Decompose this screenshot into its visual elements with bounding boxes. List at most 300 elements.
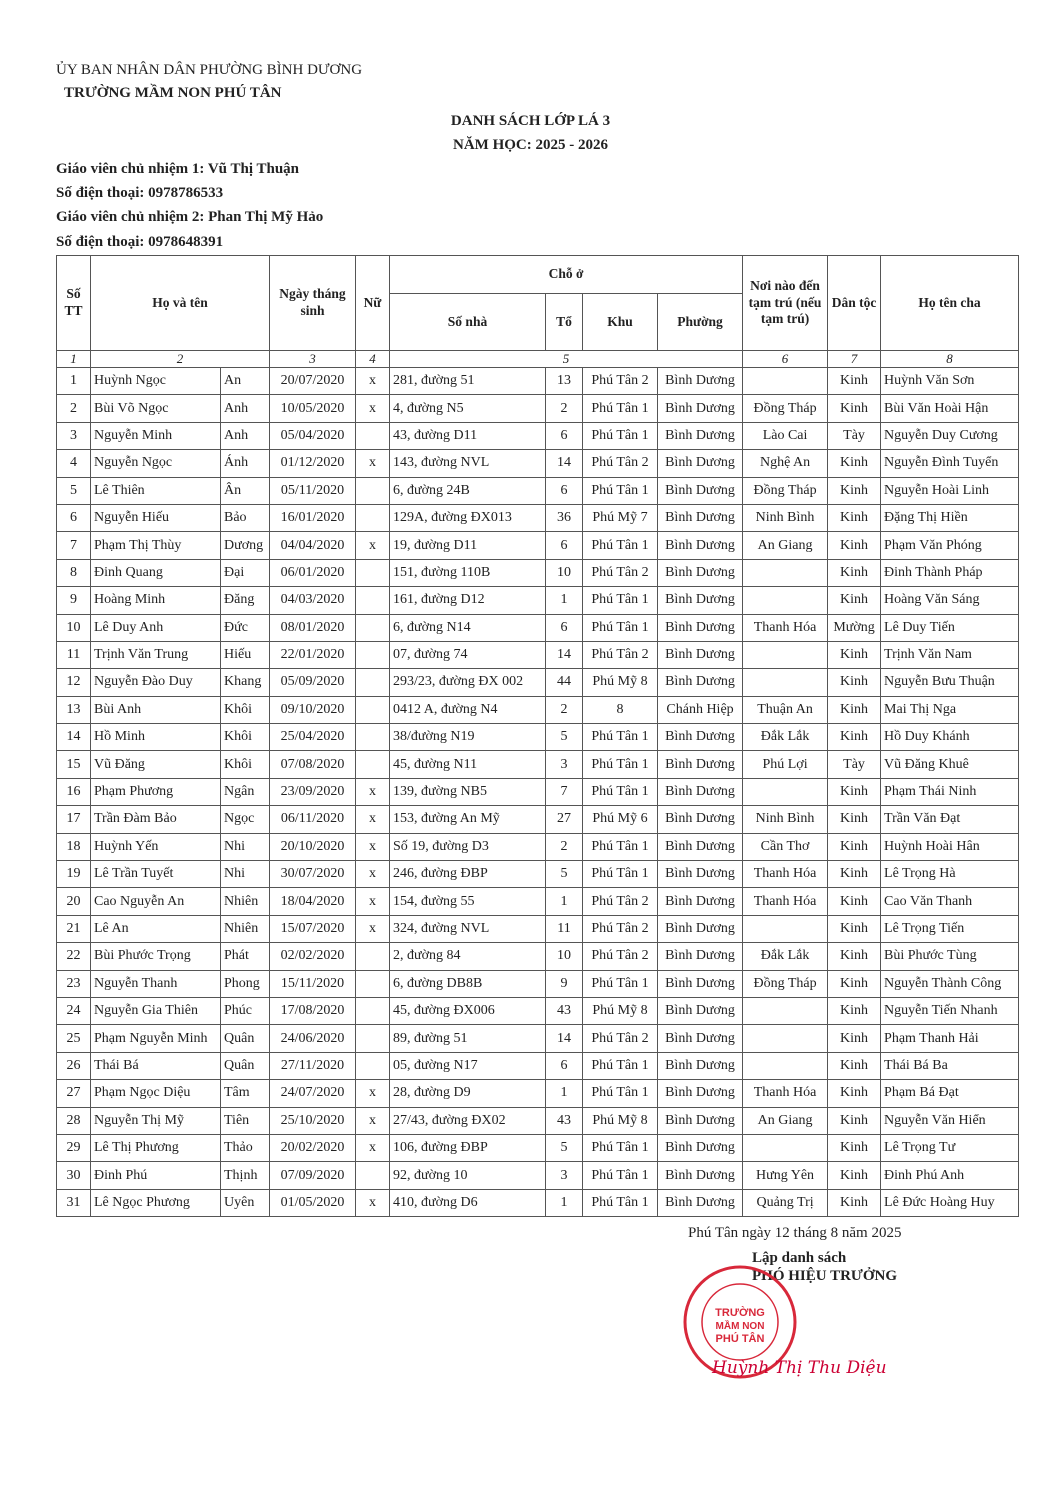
header-residence: Chỗ ở xyxy=(390,256,743,294)
cell-last-name: Huỳnh Ngọc xyxy=(91,368,221,395)
cell-stt: 25 xyxy=(57,1025,91,1052)
class-roster-table xyxy=(56,255,1019,1217)
cell-origin xyxy=(743,997,828,1024)
cell-first-name: Phúc xyxy=(221,997,270,1024)
table-row xyxy=(57,1107,1019,1134)
cell-female xyxy=(356,1052,390,1079)
cell-first-name: Khôi xyxy=(221,724,270,751)
cell-house: 45, đường ĐX006 xyxy=(390,997,546,1024)
cell-house: 281, đường 51 xyxy=(390,368,546,395)
cell-dob: 02/02/2020 xyxy=(270,943,356,970)
cell-house: 143, đường NVL xyxy=(390,450,546,477)
cell-house: 2, đường 84 xyxy=(390,943,546,970)
cell-dob: 20/07/2020 xyxy=(270,368,356,395)
cell-first-name: Nhiên xyxy=(221,888,270,915)
cell-female xyxy=(356,614,390,641)
cell-origin xyxy=(743,669,828,696)
cell-ethnicity: Kinh xyxy=(828,997,881,1024)
cell-ward: Bình Dương xyxy=(658,1134,743,1161)
cell-ethnicity: Kinh xyxy=(828,504,881,531)
cell-stt: 27 xyxy=(57,1080,91,1107)
cell-house: 139, đường NB5 xyxy=(390,778,546,805)
cell-father: Huỳnh Văn Sơn xyxy=(881,368,1019,395)
cell-area: Phú Mỹ 8 xyxy=(583,997,658,1024)
cell-ethnicity: Kinh xyxy=(828,559,881,586)
cell-origin: Thanh Hóa xyxy=(743,614,828,641)
cell-area: Phú Mỹ 8 xyxy=(583,1107,658,1134)
cell-dob: 15/11/2020 xyxy=(270,970,356,997)
cell-group: 1 xyxy=(546,1080,583,1107)
cell-area: Phú Tân 1 xyxy=(583,833,658,860)
cell-origin xyxy=(743,368,828,395)
column-index: 7 xyxy=(828,351,881,368)
cell-house: 89, đường 51 xyxy=(390,1025,546,1052)
cell-area: Phú Tân 1 xyxy=(583,1162,658,1189)
cell-father: Lê Trọng Tiến xyxy=(881,915,1019,942)
cell-stt: 20 xyxy=(57,888,91,915)
cell-origin: Thanh Hóa xyxy=(743,888,828,915)
cell-female xyxy=(356,1162,390,1189)
cell-origin: Nghệ An xyxy=(743,450,828,477)
cell-stt: 28 xyxy=(57,1107,91,1134)
table-row xyxy=(57,422,1019,449)
table-row xyxy=(57,587,1019,614)
table-row xyxy=(57,943,1019,970)
cell-ethnicity: Kinh xyxy=(828,943,881,970)
cell-father: Cao Văn Thanh xyxy=(881,888,1019,915)
cell-dob: 25/04/2020 xyxy=(270,724,356,751)
cell-house: 19, đường D11 xyxy=(390,532,546,559)
cell-father: Nguyễn Văn Hiển xyxy=(881,1107,1019,1134)
cell-area: Phú Mỹ 8 xyxy=(583,669,658,696)
cell-father: Hoàng Văn Sáng xyxy=(881,587,1019,614)
cell-female: x xyxy=(356,1134,390,1161)
cell-house: 410, đường D6 xyxy=(390,1189,546,1216)
cell-stt: 8 xyxy=(57,559,91,586)
cell-stt: 24 xyxy=(57,997,91,1024)
cell-father: Lê Trọng Tư xyxy=(881,1134,1019,1161)
cell-house: 324, đường NVL xyxy=(390,915,546,942)
cell-stt: 3 xyxy=(57,422,91,449)
cell-first-name: Uyên xyxy=(221,1189,270,1216)
cell-last-name: Trịnh Văn Trung xyxy=(91,641,221,668)
cell-stt: 22 xyxy=(57,943,91,970)
cell-group: 6 xyxy=(546,1052,583,1079)
cell-ward: Bình Dương xyxy=(658,751,743,778)
column-index: 3 xyxy=(270,351,356,368)
header-name: Họ và tên xyxy=(91,256,270,351)
cell-female xyxy=(356,696,390,723)
header-female: Nữ xyxy=(356,256,390,351)
cell-area: Phú Tân 1 xyxy=(583,724,658,751)
cell-first-name: Dương xyxy=(221,532,270,559)
cell-dob: 04/04/2020 xyxy=(270,532,356,559)
cell-dob: 06/11/2020 xyxy=(270,806,356,833)
cell-origin xyxy=(743,559,828,586)
cell-area: 8 xyxy=(583,696,658,723)
stamp-text-1: TRƯỜNG xyxy=(715,1307,765,1319)
cell-father: Lê Trọng Hà xyxy=(881,861,1019,888)
cell-origin: Quảng Trị xyxy=(743,1189,828,1216)
cell-group: 3 xyxy=(546,751,583,778)
cell-father: Hồ Duy Khánh xyxy=(881,724,1019,751)
cell-ethnicity: Kinh xyxy=(828,1134,881,1161)
cell-origin: Đồng Tháp xyxy=(743,395,828,422)
cell-dob: 27/11/2020 xyxy=(270,1052,356,1079)
cell-female xyxy=(356,997,390,1024)
cell-last-name: Bùi Phước Trọng xyxy=(91,943,221,970)
cell-house: 43, đường D11 xyxy=(390,422,546,449)
cell-father: Bùi Văn Hoài Hận xyxy=(881,395,1019,422)
column-index: 6 xyxy=(743,351,828,368)
cell-group: 7 xyxy=(546,778,583,805)
cell-group: 3 xyxy=(546,1162,583,1189)
cell-female: x xyxy=(356,1107,390,1134)
cell-dob: 17/08/2020 xyxy=(270,997,356,1024)
document-title: DANH SÁCH LỚP LÁ 3 xyxy=(450,113,611,129)
cell-area: Phú Tân 1 xyxy=(583,861,658,888)
cell-last-name: Bùi Anh xyxy=(91,696,221,723)
cell-father: Huỳnh Hoài Hân xyxy=(881,833,1019,860)
cell-first-name: Tiên xyxy=(221,1107,270,1134)
cell-last-name: Nguyễn Thanh xyxy=(91,970,221,997)
header-ethnicity: Dân tộc xyxy=(828,256,881,351)
cell-ethnicity: Kinh xyxy=(828,669,881,696)
signer-name: Huỳnh Thị Thu Diệu xyxy=(712,1358,887,1378)
cell-father: Vũ Đăng Khuê xyxy=(881,751,1019,778)
cell-last-name: Lê Ngọc Phương xyxy=(91,1189,221,1216)
cell-ward: Bình Dương xyxy=(658,1162,743,1189)
cell-father: Nguyễn Bưu Thuận xyxy=(881,669,1019,696)
cell-ethnicity: Kinh xyxy=(828,724,881,751)
cell-ward: Bình Dương xyxy=(658,915,743,942)
header-dob: Ngày tháng sinh xyxy=(270,256,356,351)
cell-ward: Bình Dương xyxy=(658,888,743,915)
cell-stt: 14 xyxy=(57,724,91,751)
cell-group: 13 xyxy=(546,368,583,395)
cell-first-name: Phong xyxy=(221,970,270,997)
cell-father: Lê Đức Hoàng Huy xyxy=(881,1189,1019,1216)
cell-female xyxy=(356,559,390,586)
table-row xyxy=(57,888,1019,915)
cell-house: 293/23, đường ĐX 002 xyxy=(390,669,546,696)
cell-stt: 19 xyxy=(57,861,91,888)
cell-group: 11 xyxy=(546,915,583,942)
cell-house: 6, đường 24B xyxy=(390,477,546,504)
cell-last-name: Hồ Minh xyxy=(91,724,221,751)
cell-female: x xyxy=(356,532,390,559)
cell-father: Thái Bá Ba xyxy=(881,1052,1019,1079)
cell-area: Phú Tân 1 xyxy=(583,614,658,641)
cell-first-name: Nhiên xyxy=(221,915,270,942)
cell-group: 2 xyxy=(546,696,583,723)
cell-group: 6 xyxy=(546,477,583,504)
table-row xyxy=(57,970,1019,997)
cell-first-name: Khôi xyxy=(221,751,270,778)
cell-first-name: Thảo xyxy=(221,1134,270,1161)
column-index: 2 xyxy=(91,351,270,368)
cell-ethnicity: Kinh xyxy=(828,915,881,942)
cell-ethnicity: Kinh xyxy=(828,1107,881,1134)
cell-first-name: Ân xyxy=(221,477,270,504)
cell-ward: Bình Dương xyxy=(658,532,743,559)
cell-area: Phú Tân 2 xyxy=(583,888,658,915)
cell-origin: An Giang xyxy=(743,1107,828,1134)
cell-dob: 01/12/2020 xyxy=(270,450,356,477)
cell-stt: 7 xyxy=(57,532,91,559)
cell-last-name: Cao Nguyễn An xyxy=(91,888,221,915)
table-row xyxy=(57,1162,1019,1189)
cell-father: Phạm Thanh Hải xyxy=(881,1025,1019,1052)
cell-ward: Bình Dương xyxy=(658,422,743,449)
cell-area: Phú Mỹ 6 xyxy=(583,806,658,833)
table-row xyxy=(57,997,1019,1024)
cell-last-name: Phạm Nguyễn Minh xyxy=(91,1025,221,1052)
cell-house: 05, đường N17 xyxy=(390,1052,546,1079)
cell-first-name: Phát xyxy=(221,943,270,970)
cell-ethnicity: Kinh xyxy=(828,696,881,723)
cell-stt: 4 xyxy=(57,450,91,477)
cell-stt: 23 xyxy=(57,970,91,997)
table-row xyxy=(57,532,1019,559)
table-row xyxy=(57,669,1019,696)
cell-last-name: Lê Thiên xyxy=(91,477,221,504)
cell-last-name: Phạm Thị Thùy xyxy=(91,532,221,559)
cell-first-name: An xyxy=(221,368,270,395)
cell-last-name: Đinh Quang xyxy=(91,559,221,586)
cell-house: 246, đường ĐBP xyxy=(390,861,546,888)
cell-last-name: Nguyễn Đào Duy xyxy=(91,669,221,696)
cell-ward: Bình Dương xyxy=(658,806,743,833)
column-index: 4 xyxy=(356,351,390,368)
cell-last-name: Bùi Võ Ngọc xyxy=(91,395,221,422)
cell-origin xyxy=(743,641,828,668)
cell-origin: Đắk Lắk xyxy=(743,943,828,970)
cell-stt: 15 xyxy=(57,751,91,778)
cell-area: Phú Tân 1 xyxy=(583,778,658,805)
cell-female xyxy=(356,422,390,449)
cell-house: 154, đường 55 xyxy=(390,888,546,915)
table-row xyxy=(57,1189,1019,1216)
cell-ethnicity: Kinh xyxy=(828,778,881,805)
cell-stt: 26 xyxy=(57,1052,91,1079)
cell-female xyxy=(356,724,390,751)
cell-area: Phú Tân 1 xyxy=(583,970,658,997)
cell-group: 44 xyxy=(546,669,583,696)
cell-father: Nguyễn Tiến Nhanh xyxy=(881,997,1019,1024)
cell-first-name: Đức xyxy=(221,614,270,641)
cell-origin: Hưng Yên xyxy=(743,1162,828,1189)
cell-house: 45, đường N11 xyxy=(390,751,546,778)
cell-stt: 17 xyxy=(57,806,91,833)
header-origin: Nơi nào đến tạm trú (nếu tạm trú) xyxy=(743,256,828,351)
cell-father: Nguyễn Thành Công xyxy=(881,970,1019,997)
cell-ethnicity: Kinh xyxy=(828,970,881,997)
cell-area: Phú Tân 2 xyxy=(583,559,658,586)
cell-dob: 15/07/2020 xyxy=(270,915,356,942)
cell-ethnicity: Tày xyxy=(828,751,881,778)
cell-area: Phú Tân 1 xyxy=(583,1052,658,1079)
cell-origin xyxy=(743,1134,828,1161)
stamp-text-3: PHÚ TÂN xyxy=(715,1333,765,1345)
cell-female: x xyxy=(356,806,390,833)
cell-house: 28, đường D9 xyxy=(390,1080,546,1107)
cell-area: Phú Tân 1 xyxy=(583,477,658,504)
table-row xyxy=(57,1080,1019,1107)
cell-ward: Bình Dương xyxy=(658,504,743,531)
cell-first-name: Thịnh xyxy=(221,1162,270,1189)
cell-group: 1 xyxy=(546,587,583,614)
cell-origin: Thanh Hóa xyxy=(743,861,828,888)
cell-ward: Bình Dương xyxy=(658,861,743,888)
cell-ethnicity: Kinh xyxy=(828,395,881,422)
cell-stt: 2 xyxy=(57,395,91,422)
table-row xyxy=(57,450,1019,477)
signer-role: PHÓ HIỆU TRƯỞNG xyxy=(752,1268,898,1284)
cell-last-name: Lê Duy Anh xyxy=(91,614,221,641)
cell-house: 0412 A, đường N4 xyxy=(390,696,546,723)
cell-father: Bùi Phước Tùng xyxy=(881,943,1019,970)
cell-first-name: Bảo xyxy=(221,504,270,531)
cell-house: 27/43, đường ĐX02 xyxy=(390,1107,546,1134)
cell-group: 6 xyxy=(546,422,583,449)
cell-group: 27 xyxy=(546,806,583,833)
cell-origin xyxy=(743,1025,828,1052)
cell-stt: 13 xyxy=(57,696,91,723)
cell-group: 6 xyxy=(546,532,583,559)
cell-dob: 20/02/2020 xyxy=(270,1134,356,1161)
cell-first-name: Anh xyxy=(221,422,270,449)
cell-ward: Bình Dương xyxy=(658,641,743,668)
cell-dob: 07/09/2020 xyxy=(270,1162,356,1189)
table-row xyxy=(57,477,1019,504)
cell-group: 5 xyxy=(546,861,583,888)
cell-female xyxy=(356,477,390,504)
cell-ward: Bình Dương xyxy=(658,1025,743,1052)
cell-ward: Bình Dương xyxy=(658,450,743,477)
cell-last-name: Phạm Phương xyxy=(91,778,221,805)
cell-ethnicity: Kinh xyxy=(828,532,881,559)
cell-dob: 24/07/2020 xyxy=(270,1080,356,1107)
teacher-2: Giáo viên chủ nhiệm 2: Phan Thị Mỹ Hảo xyxy=(56,209,324,225)
cell-dob: 06/01/2020 xyxy=(270,559,356,586)
cell-group: 14 xyxy=(546,641,583,668)
cell-dob: 10/05/2020 xyxy=(270,395,356,422)
cell-dob: 04/03/2020 xyxy=(270,587,356,614)
header-father: Họ tên cha xyxy=(881,256,1019,351)
signing-date: Phú Tân ngày 12 tháng 8 năm 2025 xyxy=(688,1225,902,1241)
teacher-1: Giáo viên chủ nhiệm 1: Vũ Thị Thuận xyxy=(56,161,300,177)
cell-female: x xyxy=(356,888,390,915)
cell-dob: 25/10/2020 xyxy=(270,1107,356,1134)
cell-stt: 12 xyxy=(57,669,91,696)
cell-area: Phú Tân 2 xyxy=(583,915,658,942)
cell-stt: 18 xyxy=(57,833,91,860)
cell-ethnicity: Kinh xyxy=(828,477,881,504)
cell-last-name: Hoàng Minh xyxy=(91,587,221,614)
cell-father: Mai Thị Nga xyxy=(881,696,1019,723)
cell-female: x xyxy=(356,1189,390,1216)
cell-area: Phú Tân 1 xyxy=(583,1134,658,1161)
table-row xyxy=(57,1052,1019,1079)
cell-stt: 21 xyxy=(57,915,91,942)
cell-last-name: Vũ Đăng xyxy=(91,751,221,778)
cell-group: 9 xyxy=(546,970,583,997)
cell-first-name: Quân xyxy=(221,1025,270,1052)
cell-dob: 22/01/2020 xyxy=(270,641,356,668)
cell-first-name: Hiếu xyxy=(221,641,270,668)
cell-ward: Bình Dương xyxy=(658,1052,743,1079)
cell-group: 1 xyxy=(546,1189,583,1216)
cell-origin: Ninh Bình xyxy=(743,504,828,531)
cell-father: Phạm Văn Phóng xyxy=(881,532,1019,559)
cell-area: Phú Tân 1 xyxy=(583,1189,658,1216)
cell-stt: 16 xyxy=(57,778,91,805)
cell-ethnicity: Kinh xyxy=(828,888,881,915)
table-row xyxy=(57,1025,1019,1052)
cell-dob: 18/04/2020 xyxy=(270,888,356,915)
cell-ethnicity: Kinh xyxy=(828,641,881,668)
cell-ward: Bình Dương xyxy=(658,970,743,997)
cell-female xyxy=(356,504,390,531)
cell-dob: 23/09/2020 xyxy=(270,778,356,805)
cell-female: x xyxy=(356,833,390,860)
cell-area: Phú Tân 2 xyxy=(583,943,658,970)
cell-last-name: Thái Bá xyxy=(91,1052,221,1079)
cell-stt: 11 xyxy=(57,641,91,668)
cell-first-name: Nhi xyxy=(221,861,270,888)
header-area: Khu xyxy=(583,294,658,351)
cell-ward: Bình Dương xyxy=(658,778,743,805)
cell-house: 161, đường D12 xyxy=(390,587,546,614)
cell-origin xyxy=(743,1052,828,1079)
cell-ward: Bình Dương xyxy=(658,997,743,1024)
header-group: Tổ xyxy=(546,294,583,351)
cell-group: 6 xyxy=(546,614,583,641)
cell-female: x xyxy=(356,915,390,942)
cell-ward: Chánh Hiệp xyxy=(658,696,743,723)
cell-last-name: Nguyễn Thị Mỹ xyxy=(91,1107,221,1134)
cell-female xyxy=(356,1025,390,1052)
cell-house: 153, đường An Mỹ xyxy=(390,806,546,833)
cell-stt: 1 xyxy=(57,368,91,395)
cell-father: Đinh Phú Anh xyxy=(881,1162,1019,1189)
cell-last-name: Đinh Phú xyxy=(91,1162,221,1189)
cell-origin: Đắk Lắk xyxy=(743,724,828,751)
cell-ethnicity: Kinh xyxy=(828,833,881,860)
cell-last-name: Lê Thị Phương xyxy=(91,1134,221,1161)
cell-last-name: Nguyễn Gia Thiên xyxy=(91,997,221,1024)
cell-female: x xyxy=(356,395,390,422)
cell-area: Phú Tân 1 xyxy=(583,587,658,614)
cell-father: Đặng Thị Hiền xyxy=(881,504,1019,531)
cell-area: Phú Tân 2 xyxy=(583,368,658,395)
cell-first-name: Đăng xyxy=(221,587,270,614)
cell-house: 07, đường 74 xyxy=(390,641,546,668)
cell-area: Phú Tân 2 xyxy=(583,450,658,477)
table-row xyxy=(57,1134,1019,1161)
cell-group: 10 xyxy=(546,943,583,970)
cell-last-name: Nguyễn Minh xyxy=(91,422,221,449)
cell-house: 38/đường N19 xyxy=(390,724,546,751)
cell-last-name: Trần Đàm Bảo xyxy=(91,806,221,833)
table-row xyxy=(57,724,1019,751)
cell-stt: 30 xyxy=(57,1162,91,1189)
cell-female xyxy=(356,943,390,970)
cell-ward: Bình Dương xyxy=(658,614,743,641)
cell-house: 4, đường N5 xyxy=(390,395,546,422)
cell-stt: 31 xyxy=(57,1189,91,1216)
